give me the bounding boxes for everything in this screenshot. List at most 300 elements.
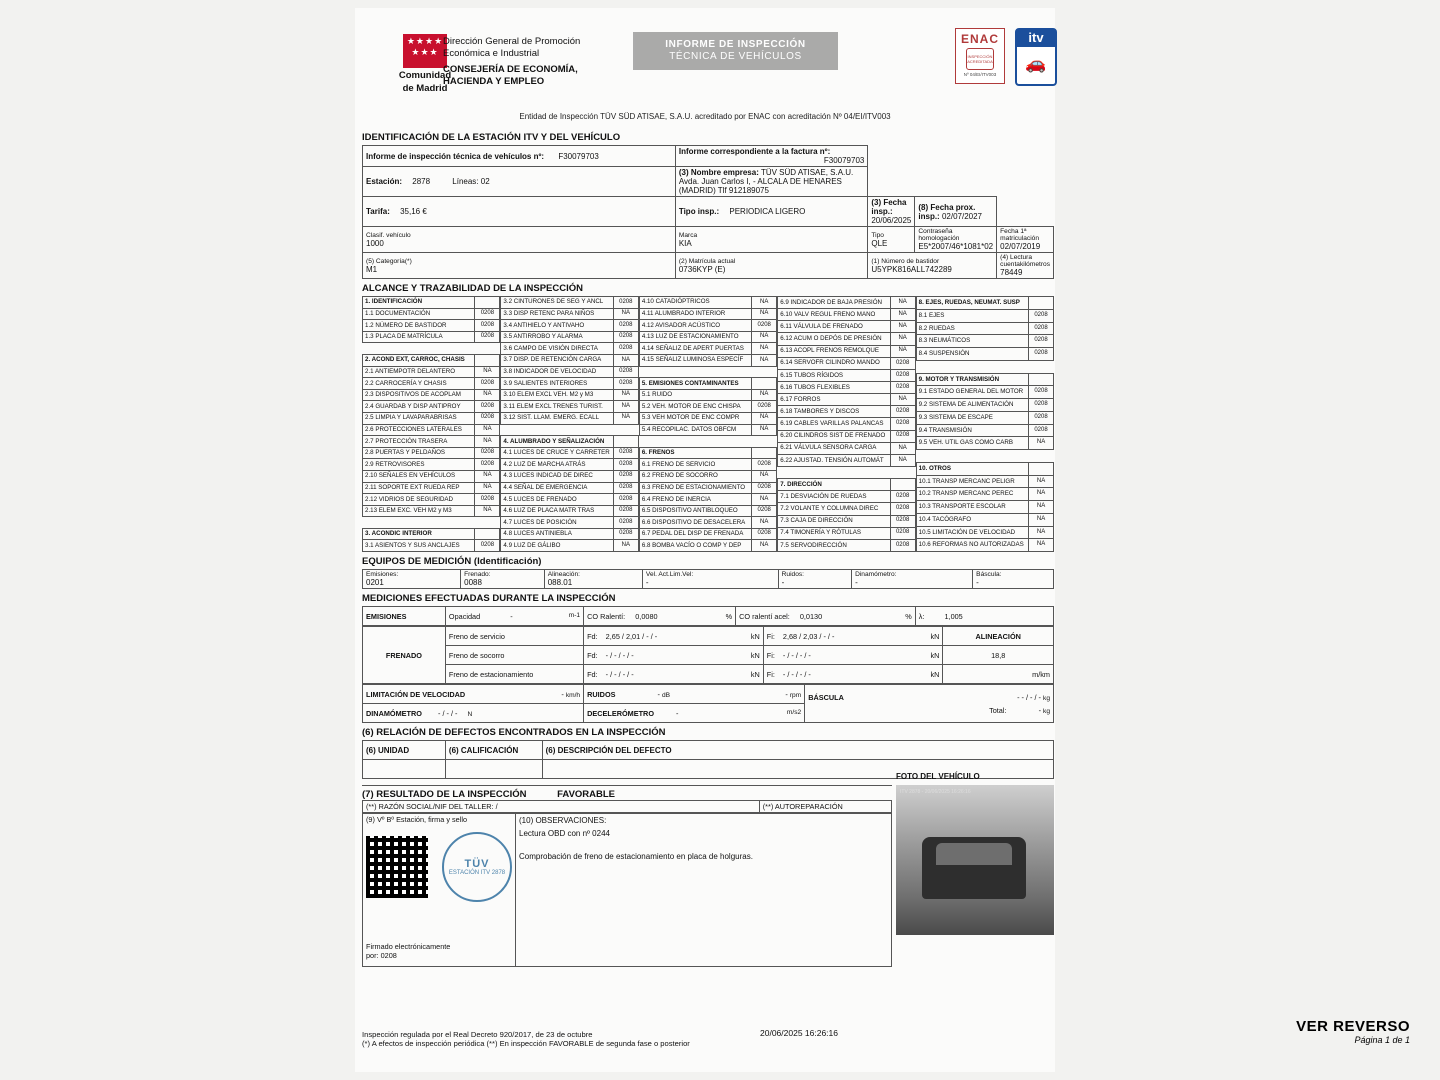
scope-item-value: 0208	[613, 320, 638, 332]
alignment-value-cell	[943, 646, 1054, 665]
scope-row	[639, 424, 776, 436]
scope-item-value: NA	[1029, 513, 1054, 526]
scope-item-label: 4.14 SEÑALIZ DE APERT PUERTAS	[639, 343, 751, 355]
scope-item-value: NA	[752, 470, 777, 482]
scope-row	[363, 343, 500, 355]
noise-label: RUIDOS	[587, 689, 616, 699]
scope-row	[639, 308, 776, 320]
noise-rpm-unit: rpm	[789, 691, 802, 699]
vehicle-photo-image	[896, 785, 1054, 935]
scope-row	[501, 494, 638, 506]
scope-row	[778, 309, 915, 321]
scope-item-label: 1. IDENTIFICACIÓN	[363, 297, 475, 309]
plate-cell	[675, 253, 868, 279]
scope-item-label: 9.3 SISTEMA DE ESCAPE	[916, 411, 1028, 424]
brake-row-0-fi-value: 2,68 / 2,03 / - / -	[782, 631, 835, 641]
scope-row	[916, 488, 1053, 501]
type-label: Tipo	[871, 231, 884, 239]
scope-item-label: 2.8 PUERTAS Y PELDAÑOS	[363, 447, 475, 459]
scope-item-value: NA	[890, 454, 915, 466]
scope-row	[916, 309, 1053, 322]
vehicle-photo-label: FOTO DEL VEHÍCULO	[896, 772, 980, 782]
scale-value: - - / - / -	[1017, 692, 1041, 702]
scope-item-value: 0208	[475, 494, 500, 506]
legal-line-2: (*) A efectos de inspección periódica (**) En inspección FAVORABLE de segunda fase o posterior	[362, 1039, 690, 1048]
defects-col-unit: (6) UNIDAD	[363, 741, 446, 760]
back-side-text: VER REVERSO	[1296, 1018, 1410, 1035]
scope-row	[501, 459, 638, 471]
self-repair-label: (**) AUTOREPARACIÓN	[759, 801, 891, 813]
entity-accreditation-line: Entidad de Inspección TÜV SÜD ATISAE, S.A.U. acreditado por ENAC con acreditación Nº 04/EI/ITV003	[519, 112, 891, 121]
scope-item-value: NA	[890, 442, 915, 454]
dept-line-4: HACIENDA Y EMPLEO	[443, 75, 545, 87]
dept-line-3: CONSEJERÍA DE ECONOMÍA,	[443, 63, 578, 75]
invoice-number-cell	[675, 146, 868, 167]
first-registration-label: Fecha 1ª matriculación	[1000, 228, 1040, 242]
scope-row	[363, 308, 500, 320]
scope-row	[639, 366, 776, 378]
scope-item-value: 0208	[613, 505, 638, 517]
scope-item-value: 0208	[890, 369, 915, 381]
scope-item-label: 3.6 CAMPO DE VISIÓN DIRECTA	[501, 343, 613, 355]
scope-item-value: NA	[890, 333, 915, 345]
scope-item-value: NA	[1029, 475, 1054, 488]
defects-col-qualification: (6) CALIFICACIÓN	[445, 741, 542, 760]
scope-item-label: 7.1 DESVIACIÓN DE RUEDAS	[778, 491, 890, 503]
scope-item-label: 4.10 CATADIÓPTRICOS	[639, 297, 751, 309]
scope-item-label: 1.1 DOCUMENTACIÓN	[363, 308, 475, 320]
scope-item-label: 6.17 FORROS	[778, 394, 890, 406]
scope-item-value	[1029, 462, 1054, 475]
scope-item-value: 0208	[613, 482, 638, 494]
scope-item-label: 2.13 ELEM EXC. VEH M2 y M3	[363, 505, 475, 517]
workshop-label: (**) RAZÓN SOCIAL/NIF DEL TALLER: /	[363, 801, 760, 813]
scope-item-label: 6.19 CABLES VARILLAS PALANCAS	[778, 418, 890, 430]
signature-cell	[363, 814, 516, 967]
lambda-value: 1,005	[944, 611, 963, 621]
scope-item-label: 6. FRENOS	[639, 447, 751, 459]
scope-row	[916, 475, 1053, 488]
scope-item-value: 0208	[475, 447, 500, 459]
scope-row	[363, 366, 500, 378]
scope-row	[778, 357, 915, 369]
scope-item-label: 6.16 TUBOS FLEXIBLES	[778, 381, 890, 393]
scope-item-label: 3.9 SALIENTES INTERIORES	[501, 378, 613, 390]
speed-limit-cell	[363, 685, 584, 704]
scope-row	[363, 297, 500, 309]
vehicle-class-value: 1000	[366, 238, 384, 248]
observations-cell	[516, 814, 892, 967]
scope-item-label: 10.1 TRANSP MERCANC PELIGR	[916, 475, 1028, 488]
scope-item-value: 0208	[890, 491, 915, 503]
scope-row	[363, 517, 500, 529]
scope-item-label: 4.12 AVISADOR ACÚSTICO	[639, 320, 751, 332]
scope-item-label: 9.5 VEH. UTIL GAS COMO CARB	[916, 437, 1028, 450]
noise-cell	[584, 685, 805, 704]
plate-label: (2) Matrícula actual	[678, 257, 736, 265]
scope-item-label: 10.6 REFORMAS NO AUTORIZADAS	[916, 539, 1028, 552]
scope-item-value: 0208	[613, 343, 638, 355]
scope-item-value: 0208	[890, 515, 915, 527]
scope-item-label: 7.5 SERVODIRECCIÓN	[778, 539, 890, 551]
scope-item-value	[890, 479, 915, 491]
category-cell	[363, 253, 676, 279]
department-block	[443, 36, 580, 88]
scope-item-value	[475, 354, 500, 366]
scope-item-label: 6.14 SERVOFR CILINDRO MANDO	[778, 357, 890, 369]
type-cell	[868, 227, 915, 253]
scope-item-value: 0208	[475, 401, 500, 413]
scope-item-label: 4.5 LUCES DE FRENADO	[501, 494, 613, 506]
scope-item-value	[475, 517, 500, 529]
scale-label: BÁSCULA	[808, 692, 844, 702]
brake-row-0-fi	[763, 627, 943, 646]
scope-item-label: 7.3 CAJA DE DIRECCIÓN	[778, 515, 890, 527]
photo-watermark: ITV 2878 - 20/06/2025 16:26:16	[900, 789, 971, 796]
dyno-label: DINAMÓMETRO	[366, 708, 422, 718]
scope-item-label	[363, 343, 475, 355]
scope-item-label: 4.8 LUCES ANTINIEBLA	[501, 528, 613, 540]
scope-item-label	[639, 436, 751, 448]
company-value: TÜV SÜD ATISAE, S.A.U. Avda. Juan Carlos I, - ALCALA DE HENARES (MADRID) Tlf 912189075	[678, 168, 854, 195]
scope-item-value: 0208	[613, 331, 638, 343]
scope-item-value: 0208	[890, 406, 915, 418]
scope-item-value: 0208	[752, 401, 777, 413]
scope-item-label: 9.2 SISTEMA DE ALIMENTACIÓN	[916, 399, 1028, 412]
scope-item-value: NA	[1029, 501, 1054, 514]
scope-row	[778, 406, 915, 418]
scope-item-value: 0208	[1029, 322, 1054, 335]
lambda-cell	[915, 607, 1053, 626]
document-body	[362, 128, 1054, 967]
scope-row	[501, 470, 638, 482]
scope-item-label: 4.4 SEÑAL DE EMERGENCIA	[501, 482, 613, 494]
scope-row	[501, 366, 638, 378]
scope-item-value: NA	[613, 389, 638, 401]
scope-row	[778, 539, 915, 551]
inspection-type-cell	[675, 197, 868, 227]
equipment-value: -	[781, 578, 785, 588]
scope-item-label: 5.3 VEH MOTOR DE ENC COMPR	[639, 412, 751, 424]
company-cell	[675, 167, 868, 197]
equipment-cell	[642, 570, 778, 589]
scope-item-label: 2.11 SOPORTE EXT RUEDA REP	[363, 482, 475, 494]
scope-item-label: 6.21 VÁLVULA SENSORA CARGA	[778, 442, 890, 454]
equipment-cell	[544, 570, 642, 589]
scope-item-label: 4.13 LUZ DE ESTACIONAMIENTO	[639, 331, 751, 343]
speed-limit-value: -	[561, 689, 564, 699]
vehicle-class-label: Clasif. vehículo	[366, 231, 411, 239]
scope-item-value: NA	[752, 308, 777, 320]
scope-row	[501, 297, 638, 309]
scope-row	[916, 539, 1053, 552]
scope-row	[363, 528, 500, 540]
equipment-cell	[973, 570, 1054, 589]
scope-row	[363, 482, 500, 494]
total-label: Total:	[989, 705, 1007, 715]
first-registration-cell	[997, 227, 1054, 253]
scope-row	[778, 394, 915, 406]
signature-observations-table	[362, 813, 892, 967]
next-inspection-label: (8) Fecha prox. insp.:	[918, 202, 976, 221]
braking-table	[362, 626, 1054, 684]
scope-item-label: 4.7 LUCES DE POSICIÓN	[501, 517, 613, 529]
scope-item-label: 3.5 ANTIRROBO Y ALARMA	[501, 331, 613, 343]
scope-column-2	[500, 296, 638, 552]
scope-item-value	[475, 343, 500, 355]
report-title-band	[633, 32, 838, 70]
company-label: (3) Nombre empresa:	[678, 168, 759, 177]
fee-cell	[363, 197, 676, 227]
result-title: (7) RESULTADO DE LA INSPECCIÓN	[362, 789, 527, 801]
homologation-label: Contraseña homologación	[918, 228, 960, 242]
report-title-line2: TÉCNICA DE VEHÍCULOS	[669, 51, 802, 62]
report-number-value: F30079703	[558, 151, 599, 161]
stamp-sub: ESTACIÓN ITV 2878	[448, 869, 506, 876]
braking-label: FRENADO	[363, 627, 446, 684]
scope-item-value: 0208	[475, 331, 500, 343]
scope-item-label: 3. ACONDIC INTERIOR	[363, 528, 475, 540]
defects-body-unit	[363, 760, 446, 779]
scope-row	[916, 424, 1053, 437]
scope-row	[639, 436, 776, 448]
scope-row	[639, 401, 776, 413]
scope-item-value: 0208	[613, 470, 638, 482]
enac-logo	[955, 28, 1005, 84]
scope-item-label: 9. MOTOR Y TRANSMISIÓN	[916, 373, 1028, 386]
scope-item-value: 0208	[890, 539, 915, 551]
scope-row	[363, 494, 500, 506]
equipment-cell	[852, 570, 973, 589]
noise-value: -	[657, 689, 660, 699]
enac-label: ENAC	[960, 32, 999, 46]
scope-row	[639, 528, 776, 540]
scope-item-value: 0208	[613, 494, 638, 506]
scope-row	[501, 447, 638, 459]
scope-item-value: 0208	[613, 517, 638, 529]
brake-row-0-name: Freno de servicio	[445, 627, 583, 646]
scope-item-value	[1029, 297, 1054, 310]
scope-row	[363, 320, 500, 332]
scope-row	[639, 517, 776, 529]
scope-item-label: 4.11 ALUMBRADO INTERIOR	[639, 308, 751, 320]
dept-line-2: Económica e Industrial	[443, 47, 540, 59]
car-window-shape	[936, 843, 1012, 865]
page-number: Página 1 de 1	[1354, 1035, 1410, 1045]
station-stamp-icon	[442, 832, 512, 902]
vehicle-class-cell	[363, 227, 676, 253]
scope-item-label: 6.1 FRENO DE SERVICIO	[639, 459, 751, 471]
scope-item-value	[890, 466, 915, 478]
equipment-value: 088.01	[547, 578, 573, 588]
scope-row	[916, 335, 1053, 348]
total-value: -	[1038, 705, 1041, 715]
scope-item-value: NA	[752, 517, 777, 529]
vin-value: U5YPK816ALL742289	[871, 264, 952, 274]
scope-item-label: 6.22 AJUSTAD. TENSIÓN AUTOMÁT	[778, 454, 890, 466]
scope-item-label	[639, 366, 751, 378]
fee-label: Tarifa:	[366, 207, 390, 216]
scope-item-label: 6.11 VÁLVULA DE FRENADO	[778, 321, 890, 333]
scope-item-label: 6.13 ACOPL FRENOS REMOLQUE	[778, 345, 890, 357]
brake-row-2-fi-label: Fi:	[766, 669, 775, 679]
scope-item-label: 2. ACOND EXT, CARROC, CHASIS	[363, 354, 475, 366]
defects-col-description: (6) DESCRIPCIÓN DEL DEFECTO	[542, 741, 1053, 760]
scope-row	[501, 540, 638, 552]
scope-item-value: 0208	[890, 527, 915, 539]
scope-row	[639, 505, 776, 517]
madrid-flag-icon	[403, 34, 447, 68]
brake-row-0-fi-label: Fi:	[766, 631, 775, 641]
scope-item-value: NA	[475, 389, 500, 401]
scope-row	[916, 462, 1053, 475]
inspection-date-label: (3) Fecha insp.:	[871, 198, 907, 216]
scope-row	[639, 540, 776, 552]
scope-item-value: 0208	[752, 482, 777, 494]
scope-row	[501, 401, 638, 413]
scope-row	[363, 354, 500, 366]
inspection-type-value: PERIODICA LIGERO	[729, 207, 806, 216]
scope-item-value	[752, 366, 777, 378]
scope-item-value	[1029, 360, 1054, 373]
scope-column-1	[362, 296, 500, 552]
scope-row	[916, 297, 1053, 310]
scope-item-label: 8.4 SUSPENSIÓN	[916, 348, 1028, 361]
scope-item-label: 2.10 SEÑALES EN VEHÍCULOS	[363, 470, 475, 482]
brake-row-1-fi-value: - / - / - / -	[782, 650, 811, 660]
scope-item-label: 3.3 DISP RETENC PARA NIÑOS	[501, 308, 613, 320]
scope-item-value: NA	[475, 424, 500, 436]
scope-row	[501, 331, 638, 343]
brake-row-0-fd-label: Fd:	[587, 631, 598, 641]
itv-label: itv	[1017, 30, 1055, 47]
scope-item-label: 10.4 TACÓGRAFO	[916, 513, 1028, 526]
scope-item-value: NA	[1029, 539, 1054, 552]
scope-item-label: 5.2 VEH. MOTOR DE ENC CHISPA	[639, 401, 751, 413]
scope-item-label: 1.3 PLACA DE MATRÍCULA	[363, 331, 475, 343]
scope-section-title: ALCANCE Y TRAZABILIDAD DE LA INSPECCIÓN	[362, 283, 583, 294]
scope-item-label: 7. DIRECCIÓN	[778, 479, 890, 491]
scope-item-value: 0208	[613, 297, 638, 309]
other-measurements-table	[362, 684, 1054, 723]
scope-item-value: NA	[890, 345, 915, 357]
inspection-date-cell	[868, 197, 915, 227]
scope-item-value: 0208	[890, 381, 915, 393]
madrid-logo-line1: Comunidad	[398, 70, 452, 81]
scope-row	[916, 348, 1053, 361]
scale-unit: kg	[1043, 694, 1050, 702]
scope-row	[639, 343, 776, 355]
identification-table	[362, 145, 1054, 279]
defects-body-qualification	[445, 760, 542, 779]
speed-limit-label: LIMITACIÓN DE VELOCIDAD	[366, 689, 466, 699]
equipment-value: 0201	[366, 578, 384, 588]
equipment-cell	[778, 570, 851, 589]
vin-label: (1) Número de bastidor	[871, 257, 940, 265]
madrid-stars-icon: ★★★★ ★★★	[406, 36, 444, 57]
scope-item-label: 4.15 SEÑALIZ LUMINOSA ESPECÍF	[639, 354, 751, 366]
scope-item-value: NA	[752, 297, 777, 309]
scope-row	[639, 354, 776, 366]
scope-item-label: 6.7 PEDAL DEL DISP DE FRENADA	[639, 528, 751, 540]
brand-cell	[675, 227, 868, 253]
qr-code-icon	[366, 836, 428, 898]
brake-row-1-fd	[584, 646, 764, 665]
measurements-table	[362, 606, 1054, 626]
total-unit: kg	[1043, 707, 1050, 715]
noise-unit: dB	[662, 691, 671, 699]
scope-row	[639, 494, 776, 506]
observation-line-1: Lectura OBD con nº 0244	[519, 828, 610, 838]
brake-row-2-fi-value: - / - / - / -	[782, 669, 811, 679]
madrid-logo-line2: de Madrid	[402, 83, 448, 95]
dept-line-1: Dirección General de Promoción	[443, 36, 581, 47]
scope-item-label: 9.1 ESTADO GENERAL DEL MOTOR	[916, 386, 1028, 399]
scope-item-label: 3.2 CINTURONES DE SEG Y ANCL	[501, 297, 613, 309]
brake-row-1-fd-label: Fd:	[587, 650, 598, 660]
scope-grid	[362, 296, 1054, 552]
signature-marks	[366, 832, 512, 902]
scope-item-value	[475, 528, 500, 540]
next-inspection-value: 02/07/2027	[941, 211, 983, 221]
scope-item-label	[916, 450, 1028, 463]
brake-row-1-name: Freno de socorro	[445, 646, 583, 665]
scope-item-label: 5. EMISIONES CONTAMINANTES	[639, 378, 751, 390]
scope-item-label: 7.4 TIMONERÍA Y RÓTULAS	[778, 527, 890, 539]
scope-item-value: 0208	[475, 412, 500, 424]
scope-row	[501, 343, 638, 355]
co-idle-value: 0,0080	[635, 611, 658, 621]
co-accel-cell	[736, 607, 916, 626]
scope-item-label: 10. OTROS	[916, 462, 1028, 475]
station-label: Estación:	[366, 177, 403, 186]
scope-item-label: 8.3 NEUMÁTICOS	[916, 335, 1028, 348]
odometer-label: (4) Lectura cuentakilómetros	[1000, 254, 1050, 268]
scope-row	[778, 345, 915, 357]
scope-item-value: 0208	[890, 503, 915, 515]
scope-row	[916, 322, 1053, 335]
scope-row	[916, 399, 1053, 412]
opacity-cell	[445, 607, 583, 626]
scope-item-value: NA	[752, 540, 777, 552]
scope-item-label: 3.8 INDICADOR DE VELOCIDAD	[501, 366, 613, 378]
scope-item-value: NA	[613, 354, 638, 366]
opacity-value: -	[510, 611, 513, 621]
scope-row	[778, 442, 915, 454]
scope-item-label: 4.1 LUCES DE CRUCE Y CARRETER	[501, 447, 613, 459]
scope-row	[916, 526, 1053, 539]
brake-row-1-fd-value: - / - / - / -	[605, 650, 634, 660]
scope-item-value	[752, 378, 777, 390]
legal-line-1: Inspección regulada por el Real Decreto 920/2017, de 23 de octubre	[362, 1030, 593, 1039]
scope-item-label: 5.1 RUIDO	[639, 389, 751, 401]
scope-row	[916, 373, 1053, 386]
alignment-unit: m/km	[943, 665, 1054, 684]
observation-line-2: Comprobación de freno de estacionamiento en placa de holguras.	[519, 851, 753, 861]
scope-item-label: 4. ALUMBRADO Y SEÑALIZACIÓN	[501, 436, 613, 448]
scope-item-label: 2.4 GUARDAB Y DISP ANTIPROY	[363, 401, 475, 413]
scope-item-value: 0208	[752, 459, 777, 471]
scope-item-label: 3.4 ANTIHIELO Y ANTIVAHO	[501, 320, 613, 332]
scale-cell	[805, 685, 1054, 723]
scope-column-5	[916, 296, 1054, 552]
scope-item-value: NA	[475, 470, 500, 482]
brake-row-2-name: Freno de estacionamiento	[445, 665, 583, 684]
scope-row	[501, 528, 638, 540]
odometer-value: 78449	[1000, 268, 1023, 277]
scope-item-value: NA	[890, 321, 915, 333]
scope-item-label: 3.10 ELEM EXCL VEH. M2 y M3	[501, 389, 613, 401]
